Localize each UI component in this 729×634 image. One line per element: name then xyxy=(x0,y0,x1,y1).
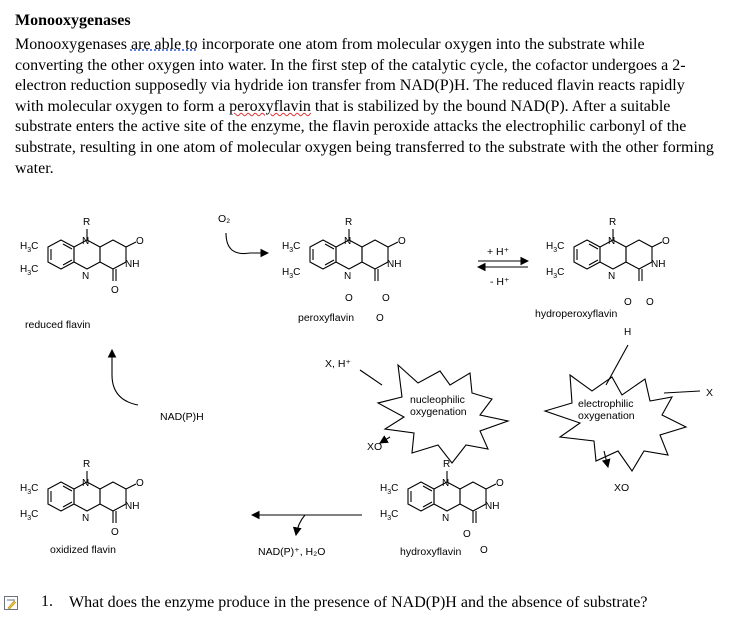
nadph-reagent: NAD(P)H xyxy=(160,411,204,423)
svg-text:O: O xyxy=(136,236,144,247)
svg-text:R: R xyxy=(83,459,91,470)
svg-text:R: R xyxy=(609,217,617,228)
paragraph-text: Monooxygenases xyxy=(15,36,131,53)
svg-text:H3C: $H_3C$ xyxy=(20,241,39,254)
svg-text:R: R xyxy=(443,459,451,470)
svg-text:R: R xyxy=(83,217,91,228)
svg-text:N: N xyxy=(608,271,616,282)
nucleophilic-label: nucleophilic xyxy=(410,394,465,406)
svg-text:H3C: $H_3C$ xyxy=(546,241,565,254)
svg-text:H3C: $H_3C$ xyxy=(282,241,301,254)
reduced-flavin-structure xyxy=(20,217,144,296)
svg-text:NH: NH xyxy=(125,259,140,270)
o2-reagent: O₂ xyxy=(218,213,231,225)
svg-text:O: O xyxy=(624,297,632,308)
svg-text:O: O xyxy=(376,313,384,324)
svg-text:O: O xyxy=(662,236,670,247)
oxygenation-label: oxygenation xyxy=(410,406,467,418)
peroxyflavin-label: peroxyflavin xyxy=(298,312,355,324)
svg-text:O: O xyxy=(480,545,488,556)
oxidized-flavin-structure xyxy=(20,459,144,538)
section-heading: Monooxygenases xyxy=(15,12,131,29)
svg-text:NH: NH xyxy=(651,259,666,270)
electrophilic-label: electrophilic xyxy=(578,398,634,410)
question-text: What does the enzyme produce in the presence of NAD(P)H and the absence of substrate? xyxy=(69,594,648,611)
plus-proton: + H⁺ xyxy=(487,246,510,258)
xo-product-right: XO xyxy=(614,482,630,494)
hydroxyflavin-label: hydroxyflavin xyxy=(400,546,462,558)
svg-text:O: O xyxy=(398,236,406,247)
reaction-scheme xyxy=(0,205,729,590)
grammar-flag[interactable]: are able to xyxy=(130,36,198,53)
svg-text:O: O xyxy=(136,478,144,489)
svg-text:O: O xyxy=(345,293,353,304)
svg-text:N: N xyxy=(608,236,616,247)
paragraph-text: that is stabilized by the bound NAD(P). After a suitable substrate enters the active site of the enzyme, the flavin peroxide attacks the electrophilic carbonyl of the substrate, resulting in one atom of molecular oxygen being transferred to the substrate with the other forming water. xyxy=(15,97,714,177)
svg-text:H3C: $H_3C$ xyxy=(380,483,399,496)
x-substrate: X xyxy=(706,387,714,399)
svg-text:N: N xyxy=(442,513,450,524)
svg-text:NH: NH xyxy=(125,501,140,512)
svg-text:NH: NH xyxy=(485,501,500,512)
question-row xyxy=(0,590,729,634)
electrophilic-burst xyxy=(545,375,686,471)
svg-text:H: H xyxy=(624,327,632,338)
svg-text:N: N xyxy=(344,271,352,282)
svg-text:N: N xyxy=(442,478,450,489)
svg-text:O: O xyxy=(111,527,119,538)
svg-text:N: N xyxy=(82,236,90,247)
svg-text:O: O xyxy=(463,529,471,540)
svg-text:O: O xyxy=(111,285,119,296)
oxygenation-label-2: oxygenation xyxy=(578,410,635,422)
nadp-h2o-products: NAD(P)⁺, H₂O xyxy=(258,546,326,558)
reduced-flavin-label: reduced flavin xyxy=(25,319,91,331)
svg-text:H3C: $H_3C$ xyxy=(20,483,39,496)
svg-text:R: R xyxy=(345,217,353,228)
question-number: 1. xyxy=(41,593,53,610)
svg-text:O: O xyxy=(496,478,504,489)
svg-text:N: N xyxy=(82,513,90,524)
minus-proton: - H⁺ xyxy=(490,276,510,288)
xo-product-left: XO xyxy=(367,441,383,453)
svg-text:N: N xyxy=(82,478,90,489)
svg-text:H3C: $H_3C$ xyxy=(20,509,39,522)
svg-text:NH: NH xyxy=(387,259,402,270)
svg-text:H3C: $H_3C$ xyxy=(20,264,39,277)
svg-text:N: N xyxy=(344,236,352,247)
edit-note-icon[interactable] xyxy=(4,596,18,610)
peroxyflavin-structure xyxy=(282,217,406,324)
svg-text:H3C: $H_3C$ xyxy=(380,509,399,522)
paragraph-text: incorporate one atom from molecular oxygen into the substrate while converting the other oxygen into water. In the first step of the catalytic cycle, the cofactor undergoes a 2-electron reduction supposedly via hydride ion transfer from NAD(P)H. The reduced flavin reacts rapidly with molecular oxygen to form a xyxy=(15,36,686,115)
svg-text:O: O xyxy=(646,297,654,308)
svg-text:O: O xyxy=(382,293,390,304)
svg-text:H3C: $H_3C$ xyxy=(282,267,301,280)
spelling-flag[interactable]: peroxyflavin xyxy=(229,97,311,115)
svg-text:H3C: $H_3C$ xyxy=(546,267,565,280)
hydroperoxyflavin-label: hydroperoxyflavin xyxy=(535,308,618,320)
nucleophilic-burst xyxy=(378,365,508,463)
hydroxyflavin-structure xyxy=(380,459,504,556)
x-h-reagent: X, H⁺ xyxy=(325,358,351,370)
body-paragraph xyxy=(15,35,715,179)
svg-text:N: N xyxy=(82,271,90,282)
oxidized-flavin-label: oxidized flavin xyxy=(50,544,116,556)
